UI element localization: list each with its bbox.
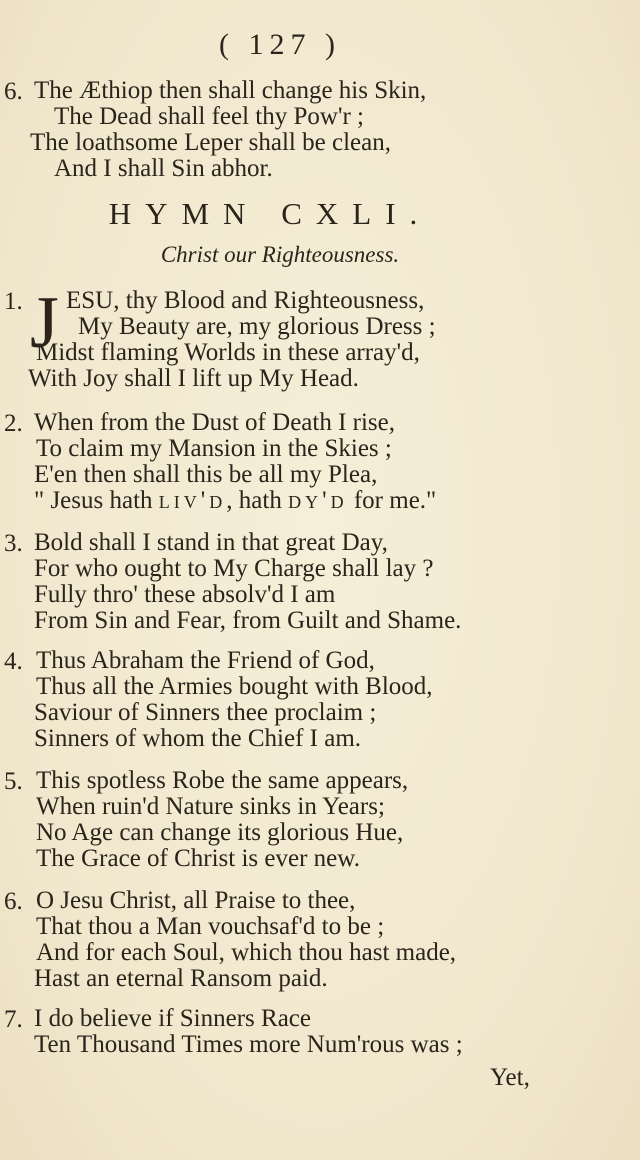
verse-line: Sinners of whom the Chief I am. (34, 725, 362, 752)
verse-line: Hast an eternal Ransom paid. (34, 965, 328, 992)
verse-line: When from the Dust of Death I rise, (34, 409, 395, 436)
verse-line: The Dead shall feel thy Pow'r ; (54, 103, 364, 130)
drop-cap: J (30, 282, 59, 364)
verse-line: The Æthiop then shall change his Skin, (34, 77, 427, 104)
verse-line: And I shall Sin abhor. (54, 155, 273, 182)
verse-line: That thou a Man vouchsaf'd to be ; (36, 913, 385, 940)
verse-line: For who ought to My Charge shall lay ? (34, 555, 434, 582)
verse-number: 4. (4, 648, 23, 675)
verse-number: 3. (4, 530, 23, 557)
verse-line: The loathsome Leper shall be clean, (30, 129, 391, 156)
line-part-smallcaps: dy'd (288, 487, 348, 514)
verse-line: No Age can change its glorious Hue, (36, 819, 404, 846)
hymn-subtitle: Christ our Righteousness. (160, 242, 400, 267)
verse-2 (0, 410, 600, 514)
line-part: " Jesus hath (34, 487, 159, 514)
verse-line: Saviour of Sinners thee proclaim ; (34, 699, 377, 726)
verse-line: Midst flaming Worlds in these array'd, (36, 339, 420, 366)
verse-7 (0, 1006, 600, 1058)
verse-number: 6. (4, 888, 23, 915)
line-part: , hath (226, 487, 289, 514)
prev-verse-6 (0, 78, 600, 182)
page-number: ( 127 ) (219, 28, 341, 61)
verse-line: Ten Thousand Times more Num'rous was ; (34, 1031, 463, 1058)
verse-number: 7. (4, 1006, 23, 1033)
verse-line: My Beauty are, my glorious Dress ; (78, 313, 436, 340)
verse-line: Thus all the Armies bought with Blood, (36, 673, 433, 700)
line-part: for me." (347, 487, 437, 514)
verse-number: 5. (4, 768, 23, 795)
verse-line: From Sin and Fear, from Guilt and Shame. (34, 607, 462, 634)
verse-line: The Grace of Christ is ever new. (36, 845, 360, 872)
verse-line: Bold shall I stand in that great Day, (34, 529, 388, 556)
verse-number: 1. (4, 288, 23, 315)
verse-1 (0, 282, 600, 392)
line-part-smallcaps: liv'd (158, 487, 227, 514)
verse-number: 6. (4, 78, 23, 105)
verse-line: To claim my Mansion in the Skies ; (36, 435, 392, 462)
verse-number: 2. (4, 410, 23, 437)
verse-line: When ruin'd Nature sinks in Years; (36, 793, 385, 820)
verse-line: O Jesu Christ, all Praise to thee, (36, 887, 356, 914)
verse-3 (0, 530, 600, 634)
verse-line: Fully thro' these absolv'd I am (34, 581, 336, 608)
verse-line: With Joy shall I lift up My Head. (28, 365, 359, 392)
verse-line: I do believe if Sinners Race (34, 1005, 311, 1032)
verse-4 (0, 648, 600, 752)
verse-line: And for each Soul, which thou hast made, (36, 939, 457, 966)
verse-6 (0, 888, 600, 992)
verse-line: This spotless Robe the same appears, (36, 767, 409, 794)
verse-line: ESU, thy Blood and Righteousness, (66, 287, 425, 314)
hymn-title: HYMN CXLI. (108, 196, 432, 231)
catchword: Yet, (490, 1064, 530, 1091)
verse-5 (0, 768, 600, 872)
verse-line-last (0, 488, 600, 514)
verse-line: Thus Abraham the Friend of God, (36, 647, 375, 674)
verse-line: E'en then shall this be all my Plea, (34, 461, 378, 488)
